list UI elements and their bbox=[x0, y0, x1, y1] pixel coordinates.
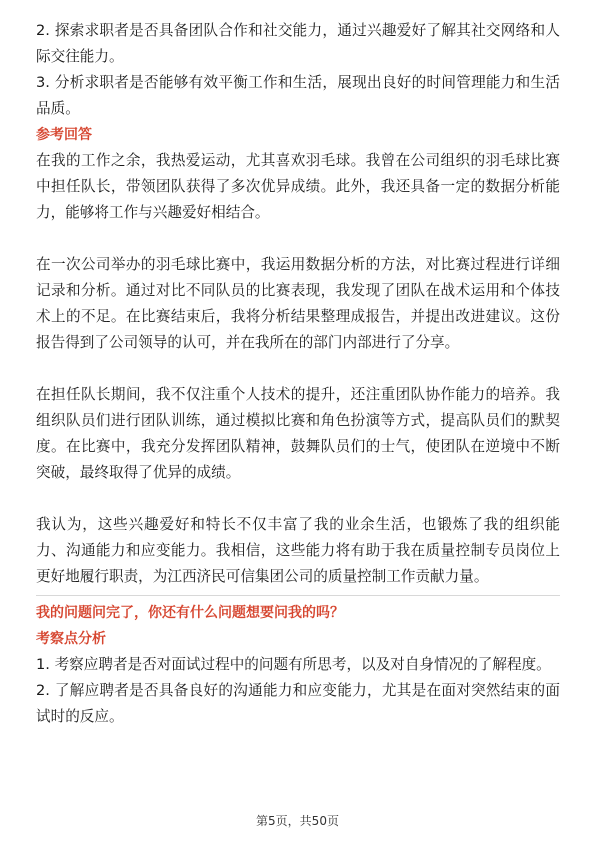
section-divider bbox=[36, 595, 560, 596]
evaluation-point-2: 2. 探索求职者是否具备团队合作和社交能力，通过兴趣爱好了解其社交网络和人际交往能力。 bbox=[36, 22, 560, 65]
evaluation-point-3: 3. 分析求职者是否能够有效平衡工作和生活，展现出良好的时间管理能力和生活品质。 bbox=[36, 74, 560, 117]
page-number: 第5页，共50页 bbox=[256, 814, 339, 828]
analysis-point-1: 1. 考察应聘者是否对面试过程中的问题有所思考，以及对自身情况的了解程度。 bbox=[36, 656, 551, 673]
paragraph-spacer bbox=[36, 226, 560, 252]
answer-paragraph-1: 在我的工作之余，我热爱运动，尤其喜欢羽毛球。我曾在公司组织的羽毛球比赛中担任队长，带领团队获得了多次优异成绩。此外，我还具备一定的数据分析能力，能够将工作与兴趣爱好相结合。 bbox=[36, 152, 560, 221]
answer-paragraph-4: 我认为，这些兴趣爱好和特长不仅丰富了我的业余生活，也锻炼了我的组织能力、沟通能力和应变能力。我相信，这些能力将有助于我在质量控制专员岗位上更好地履行职责，为江西济民可信集团公司的质量控制工作贡献力量。 bbox=[36, 516, 560, 585]
analysis-point-2: 2. 了解应聘者是否具备良好的沟通能力和应变能力，尤其是在面对突然结束的面试时的反应。 bbox=[36, 682, 560, 725]
interview-question: 我的问题问完了，你还有什么问题想要问我的吗？ bbox=[36, 605, 344, 621]
analysis-heading: 考察点分析 bbox=[36, 631, 106, 647]
paragraph-spacer bbox=[36, 356, 560, 382]
answer-paragraph-3: 在担任队长期间，我不仅注重个人技术的提升，还注重团队协作能力的培养。我组织队员们进行团队训练，通过模拟比赛和角色扮演等方式，提高队员们的默契度。在比赛中，我充分发挥团队精神，鼓舞队员们的士气，使团队在逆境中不断突破，最终取得了优异的成绩。 bbox=[36, 386, 560, 481]
reference-answer-heading: 参考回答 bbox=[36, 127, 92, 143]
paragraph-spacer bbox=[36, 486, 560, 512]
page-content bbox=[36, 18, 560, 730]
answer-paragraph-2: 在一次公司举办的羽毛球比赛中，我运用数据分析的方法，对比赛过程进行详细记录和分析。通过对比不同队员的比赛表现，我发现了团队在战术运用和个体技术上的不足。在比赛结束后，我将分析结果整理成报告，并提出改进建议。这份报告得到了公司领导的认可，并在我所在的部门内部进行了分享。 bbox=[36, 256, 560, 351]
